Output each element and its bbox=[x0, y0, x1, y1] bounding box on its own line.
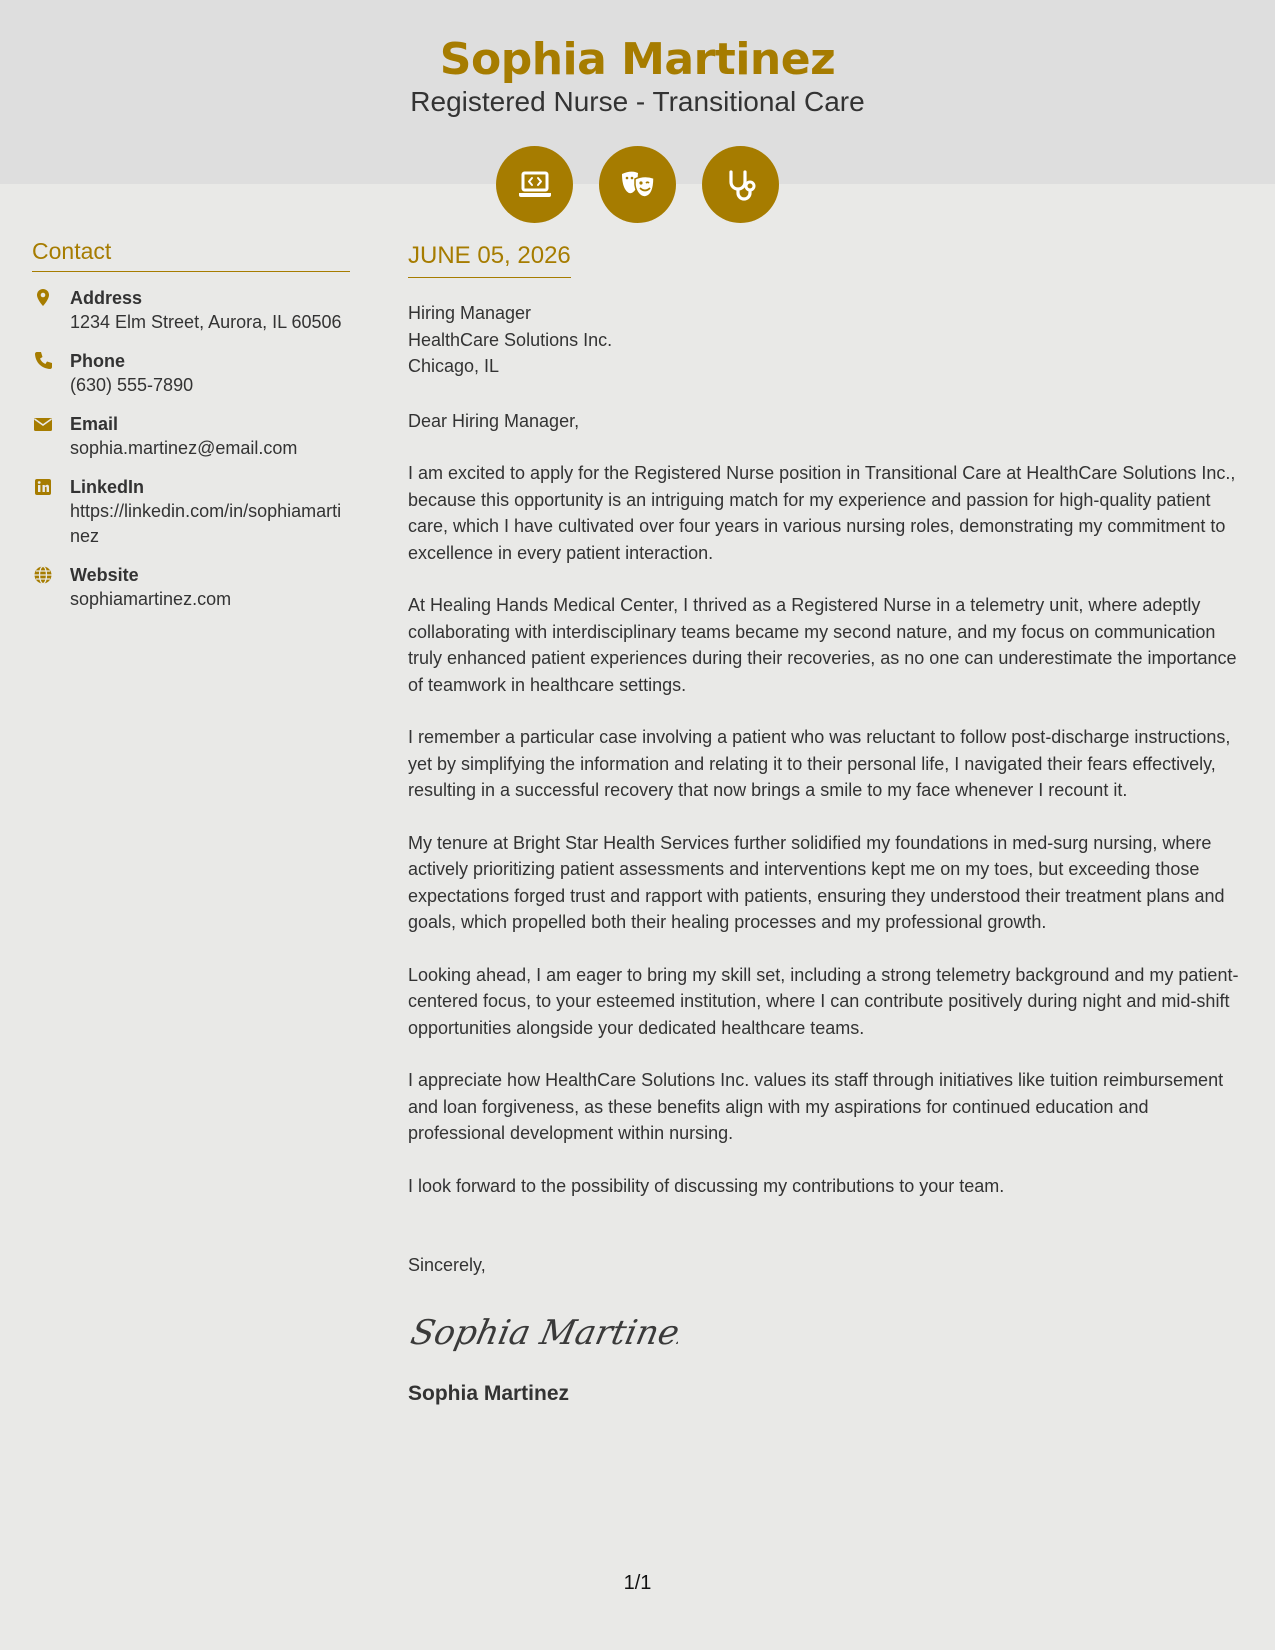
contact-email bbox=[32, 412, 350, 461]
recipient-title: Hiring Manager bbox=[408, 303, 532, 323]
envelope-icon bbox=[32, 413, 54, 435]
contact-heading: Contact bbox=[32, 238, 350, 272]
globe-icon bbox=[32, 564, 54, 586]
laptop-code-icon bbox=[515, 165, 555, 205]
paragraph: My tenure at Bright Star Health Services further solidified my foundations in med-surg nursing, where actively prioritizing patient assessments and interventions kept me on my toes, but exceeding those expectations forged trust and rapport with patients, ensuring they understood their treatment plans and goals, which propelled both their healing processes and my professional growth. bbox=[408, 832, 1225, 932]
recipient-location: Chicago, IL bbox=[408, 356, 500, 376]
website-label: Website bbox=[70, 565, 139, 585]
recipient-block bbox=[408, 300, 1250, 380]
map-pin-icon bbox=[32, 287, 54, 309]
closing: Sincerely, bbox=[408, 1255, 486, 1275]
contact-linkedin bbox=[32, 475, 350, 549]
paragraph: At Healing Hands Medical Center, I thrived as a Registered Nurse in a telemetry unit, where adeptly collaborating with interdisciplinary teams became my second nature, and my focus on communication truly enhanced patient experiences during their recoveries, as no one can underestimate the importance of teamwork in healthcare settings. bbox=[408, 595, 1237, 695]
letter-date: JUNE 05, 2026 bbox=[408, 242, 571, 278]
linkedin-value[interactable]: https://linkedin.com/in/sophiamartinez bbox=[70, 501, 342, 546]
signature-text: Sophia Martinez bbox=[408, 1313, 678, 1353]
phone-icon bbox=[32, 350, 54, 372]
paragraph: Looking ahead, I am eager to bring my skill set, including a strong telemetry background and my patient-centered focus, to your esteemed institution, where I can contribute positively during night and mid-shift opportunities alongside your dedicated healthcare teams. bbox=[408, 964, 1239, 1038]
salutation: Dear Hiring Manager, bbox=[408, 410, 580, 431]
applicant-name: Sophia Martinez bbox=[439, 34, 836, 85]
phone-value: (630) 555-7890 bbox=[70, 375, 194, 395]
recipient-company: HealthCare Solutions Inc. bbox=[408, 329, 613, 350]
paragraph: I appreciate how HealthCare Solutions Inc. values its staff through initiatives like tuition reimbursement and loan forgiveness, as these benefits align with my aspirations for continued education and professional development within nursing. bbox=[408, 1070, 1224, 1143]
badge-row bbox=[0, 146, 1275, 223]
applicant-role: Registered Nurse - Transitional Care bbox=[410, 86, 865, 117]
paragraph: I look forward to the possibility of discussing my contributions to your team. bbox=[408, 1175, 1005, 1196]
letter-body bbox=[408, 242, 1250, 1406]
linkedin-icon bbox=[32, 476, 54, 498]
paragraph: I am excited to apply for the Registered Nurse position in Transitional Care at HealthCare Solutions Inc., because this opportunity is an intriguing match for my experience and passion for high-quality patient care, which I have cultivated over four years in various nursing roles, demonstrating my commitment to excellence in every patient interaction. bbox=[408, 463, 1236, 563]
handwritten-signature bbox=[408, 1302, 1250, 1362]
page-number: 1/1 bbox=[623, 1572, 652, 1594]
phone-label: Phone bbox=[70, 351, 126, 371]
website-value[interactable]: sophiamartinez.com bbox=[70, 589, 232, 609]
linkedin-label: LinkedIn bbox=[70, 477, 145, 497]
contact-website bbox=[32, 563, 350, 612]
address-value: 1234 Elm Street, Aurora, IL 60506 bbox=[70, 312, 342, 332]
contact-sidebar bbox=[32, 238, 350, 626]
address-label: Address bbox=[70, 288, 143, 308]
contact-phone bbox=[32, 349, 350, 398]
theater-masks-badge bbox=[599, 146, 676, 223]
paragraph: I remember a particular case involving a patient who was reluctant to follow post-discharge instructions, yet by simplifying the information and relating it to their personal life, I navigated their fears effectively, resulting in a successful recovery that now brings a smile to my face whenever I recount it. bbox=[408, 727, 1231, 800]
theater-masks-icon bbox=[618, 165, 658, 205]
email-label: Email bbox=[70, 414, 119, 434]
stethoscope-icon bbox=[721, 165, 761, 205]
contact-address bbox=[32, 286, 350, 335]
stethoscope-badge bbox=[702, 146, 779, 223]
laptop-code-badge bbox=[496, 146, 573, 223]
signer-name: Sophia Martinez bbox=[408, 1382, 570, 1405]
email-value[interactable]: sophia.martinez@email.com bbox=[70, 438, 298, 458]
